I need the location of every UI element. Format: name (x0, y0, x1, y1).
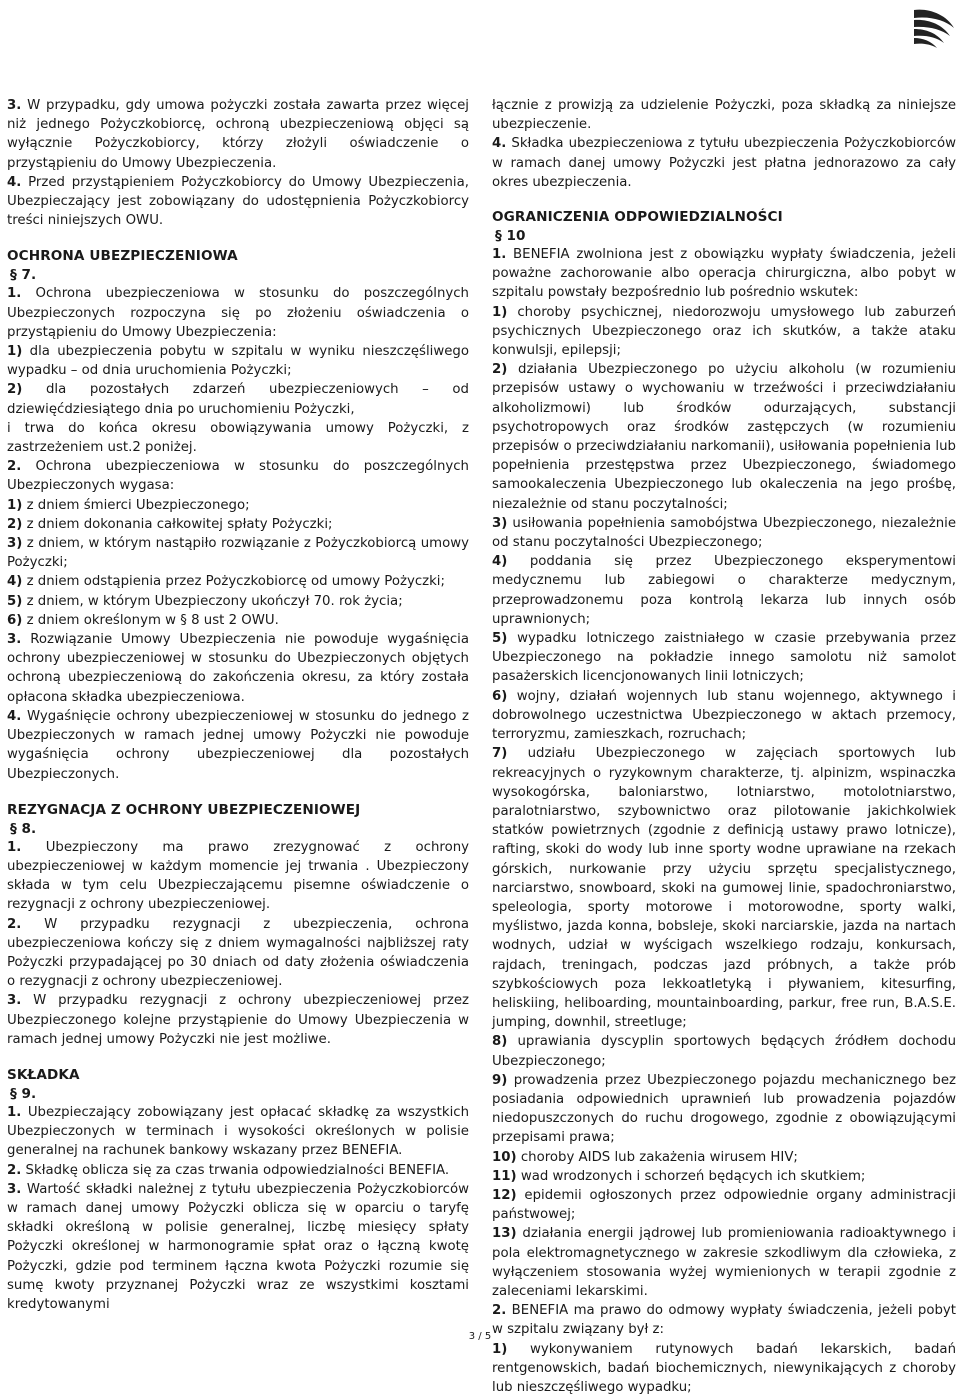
paragraph: 3. Rozwiązanie Umowy Ubezpieczenia nie powoduje wygaśnięcia ochrony ubezpieczeniowej w stosunku do Ubezpieczonych objętych ochroną ubezpieczeniową do zakończenia okresu, za który została opłacona składka ubezpieczeniowa. (7, 632, 469, 705)
list-item: 4) poddania się przez Ubezpieczonego eksperymentowi medycznemu lub zabiegowi o charakterze medycznym, przeprowadzonemu poza kontrolą lekarza lub innych osób uprawnionych; (492, 554, 956, 627)
paragraph: 2. BENEFIA ma prawo do odmowy wypłaty świadczenia, jeżeli pobyt w szpitalu związany był z: (492, 1303, 956, 1338)
paragraph: 4. Wygaśnięcie ochrony ubezpieczeniowej w stosunku do jednego z Ubezpieczonych w ramach jednej umowy Pożyczki nie powoduje wygaśnięcia ochrony ubezpieczeniowej dla pozostałych Ubezpieczonych. (7, 708, 469, 782)
section-number: § 7. (10, 267, 37, 284)
paragraph: 3. Wartość składki należnej z tytułu ubezpieczenia Pożyczkobiorców w ramach danej umowy Pożyczki oblicza się w oparciu o taryfę składki określoną w polisie generalnej, liczbę miesięcy spłaty Pożyczki określonej w harmonogramie spłat oraz o łączną kwotę Pożyczki, gdzie pod terminem łączna kwota Pożyczki rozumie się sumę kwoty przyznanej Pożyczki wraz ze wszystkimi kosztami kredytowanymi (7, 1181, 469, 1312)
paragraph: 3. W przypadku rezygnacji z ochrony ubezpieczeniowej przez Ubezpieczonego kolejne przystąpienie do Umowy Ubezpieczenia w ramach jednej umowy Pożyczki nie jest możliwe. (7, 993, 469, 1047)
section-heading-ochrona: OCHRONA UBEZPIECZENIOWA (7, 248, 238, 265)
brand-swoosh-icon (912, 6, 956, 50)
list-item: 6) wojny, działań wojennych lub stanu wojennego, aktywnego i dobrowolnego uczestnictwa Ubezpieczonego w aktach przemocy, terroryzmu, zamieszkach, rozruchach; (492, 688, 956, 743)
list-item: 12) epidemii ogłoszonych przez odpowiednie organy administracji państwowej; (492, 1187, 956, 1223)
section-heading-ograniczenia: OGRANICZENIA ODPOWIEDZIALNOŚCI (492, 209, 783, 226)
list-item: 1) dla ubezpieczenia pobytu w szpitalu w wyniku nieszczęśliwego wypadku – od dnia uruchomienia Pożyczki; (7, 344, 470, 379)
list-item: 9) prowadzenia przez Ubezpieczonego pojazdu mechanicznego bez posiadania odpowiednich uprawnień lub prowadzenia pojazdów niedopuszczonych do ruchu drogowego, zgodnie z obowiązującymi przepisami prawa; (492, 1072, 956, 1146)
list-item: 4) z dniem odstąpienia przez Pożyczkobiorcę od umowy Pożyczki; (7, 574, 445, 590)
list-item: 8) uprawiania dyscyplin sportowych będących źródłem dochodu Ubezpieczonego; (492, 1034, 956, 1069)
paragraph: 2. Ochrona ubezpieczeniowa w stosunku do poszczególnych Ubezpieczonych wygasa: (7, 459, 469, 494)
paragraph: 1. Ubezpieczony ma prawo zrezygnować z ochrony ubezpieczeniowej w każdym momencie jej trwania . Ubezpieczony składa w tym celu Ubezpieczającemu pisemne oświadczenie o rezygnacji z ochrony ubezpieczeniowej. (7, 839, 470, 913)
list-item: 7) udziału Ubezpieczonego w zajęciach sportowych lub rekreacyjnych o ryzykownym charakterze, tj. alpinizm, wspinaczka wysokogórska, baloniarstwo, lotniarstwo, motolotniarstwo, paralotniarstwo, szybownictwo oraz pilotowanie jakichkolwiek statków powietrznych (zgodnie z definicją ustawy prawo lotnicze), rafting, skoki do wody lub inne sporty wodne uprawiane na rzekach górskich, nurkowanie przy użyciu sprzętu specjalistycznego, narciarstwo, snowboard, skoki na gumowej linie, spadochroniarstwo, speleologia, sporty motorowe i motorowodne, sporty walki, myślistwo, jazda konna, bobsleje, skoki narciarskie, jazda na nartach wodnych, udział w wyścigach wszelkiego rodzaju, konkursach, rajdach, treningach, podczas jazd próbnych, a także prób szybkościowych poza lekkoatletyką i pływaniem, kitesurfing, heliskiing, heliboarding, mountainboarding, parkur, free run, B.A.S.E. jumping, downhil, streetluge; (492, 746, 956, 1031)
paragraph: 2. Składkę oblicza się za czas trwania odpowiedzialności BENEFIA. (7, 1162, 450, 1178)
paragraph: 1. Ochrona ubezpieczeniowa w stosunku do poszczególnych Ubezpieczonych rozpoczyna się po złożeniu oświadczenia o przystąpieniu do Umowy Ubezpieczenia: (7, 286, 469, 340)
section-number: § 8. (10, 820, 37, 837)
section-number: § 9. (10, 1085, 37, 1102)
list-item: 2) z dniem dokonania całkowitej spłaty Pożyczki; (7, 516, 333, 532)
section-heading-rezygnacja: REZYGNACJA Z OCHRONY UBEZPIECZENIOWEJ (7, 801, 361, 818)
paragraph: 2. W przypadku rezygnacji z ubezpieczenia, ochrona ubezpieczeniowa kończy się z dniem wymagalności najbliższej raty Pożyczki przypadającej po 30 dniach od daty złożenia oświadczenia o rezygnacji z ochrony ubezpieczeniowej. (7, 916, 469, 990)
list-item: 2) dla pozostałych zdarzeń ubezpieczeniowych – od dziewięćdziesiątego dnia po uruchomieniu Pożyczki, (7, 382, 469, 417)
paragraph: łącznie z prowizją za udzielenie Pożyczki, poza składką za niniejsze ubezpieczenie. (492, 98, 956, 133)
page-number: 3 / 5 (468, 1331, 492, 1342)
section-number: § 10 (495, 228, 526, 245)
list-item: 11) wad wrodzonych i schorzeń będących ich skutkiem; (492, 1168, 866, 1184)
paragraph: 4. Składka ubezpieczeniowa z tytułu ubezpieczenia Pożyczkobiorców w ramach danej umowy Pożyczki jest płatna jednorazowo za cały okres ubezpieczenia. (492, 136, 956, 190)
paragraph: i trwa do końca okresu obowiązywania umowy Pożyczki, z zastrzeżeniem ust.2 poniżej. (7, 420, 469, 456)
list-item: 1) wykonywaniem rutynowych badań lekarskich, badań rentgenowskich, badań biochemicznych, niewynikających z choroby lub nieszczęśliwego wypadku; (492, 1341, 956, 1395)
right-column (492, 96, 956, 1397)
list-item: 10) choroby AIDS lub zakażenia wirusem HIV; (492, 1149, 798, 1165)
list-item: 13) działania energii jądrowej lub promieniowania radioaktywnego i pola elektromagnetycznego w zakresie szkodliwym dla człowieka, z wyłączeniem stosowania wyżej wymienionych w terapii zgodnie z zaleceniami lekarskimi. (492, 1226, 956, 1299)
paragraph: 3. W przypadku, gdy umowa pożyczki została zawarta przez więcej niż jednego Pożyczkobiorcę, ochroną ubezpieczeniową objęci są wyłącznie Pożyczkobiorcy, którzy złożyli oświadczenie o przystąpieniu do Umowy Ubezpieczenia. (7, 98, 469, 171)
list-item: 1) choroby psychicznej, niedorozwoju umysłowego lub zaburzeń psychicznych Ubezpieczonego oraz ich skutków, a także ataku konwulsji, epilepsji; (492, 304, 957, 359)
section-heading-skladka: SKŁADKA (7, 1066, 80, 1083)
list-item: 3) usiłowania popełnienia samobójstwa Ubezpieczonego, niezależnie od stanu poczytalności Ubezpieczonego; (492, 515, 956, 551)
list-item: 2) działania Ubezpieczonego po użyciu alkoholu (w rozumieniu przepisów ustawy o wychowaniu w trzeźwości i przeciwdziałaniu alkoholizmowi) lub środków odurzających, substancji psychotropowych oraz środków zastępczych (w rozumieniu przepisów o przeciwdziałaniu narkomanii), usiłowania popełnienia lub popełnienia przestępstwa przez Ubezpieczonego, świadomego samookaleczenia Ubezpieczonego lub okaleczenia na jego prośbę, niezależnie od stanu poczytalności; (492, 362, 957, 512)
list-item: 3) z dniem, w którym nastąpiło rozwiązanie z Pożyczkobiorcą umowy Pożyczki; (7, 536, 469, 571)
list-item: 1) z dniem śmierci Ubezpieczonego; (7, 497, 250, 513)
paragraph: 4. Przed przystąpieniem Pożyczkobiorcy do Umowy Ubezpieczenia, Ubezpieczający jest zobowiązany do udostępnienia Pożyczkobiorcy treści niniejszych OWU. (7, 174, 469, 229)
paragraph: 1. Ubezpieczający zobowiązany jest opłacać składkę za wszystkich Ubezpieczonych w terminach i wysokości określonych w polisie generalnej na rachunek bankowy wskazany przez BENEFIA. (7, 1104, 469, 1159)
list-item: 6) z dniem określonym w § 8 ust 2 OWU. (7, 612, 279, 628)
left-column (7, 96, 469, 1314)
list-item: 5) z dniem, w którym Ubezpieczony ukończył 70. rok życia; (7, 593, 403, 609)
paragraph: 1. BENEFIA zwolniona jest z obowiązku wypłaty świadczenia, jeżeli poważne zachorowanie albo operacja chirurgiczna, albo pobyt w szpitalu powstały bezpośrednio lub pośrednio wskutek: (492, 247, 956, 301)
list-item: 5) wypadku lotniczego zaistniałego w czasie przebywania przez Ubezpieczonego na pokładzie innego samolotu niż samolot pasażerskich licencjonowanych linii lotniczych; (492, 631, 956, 685)
